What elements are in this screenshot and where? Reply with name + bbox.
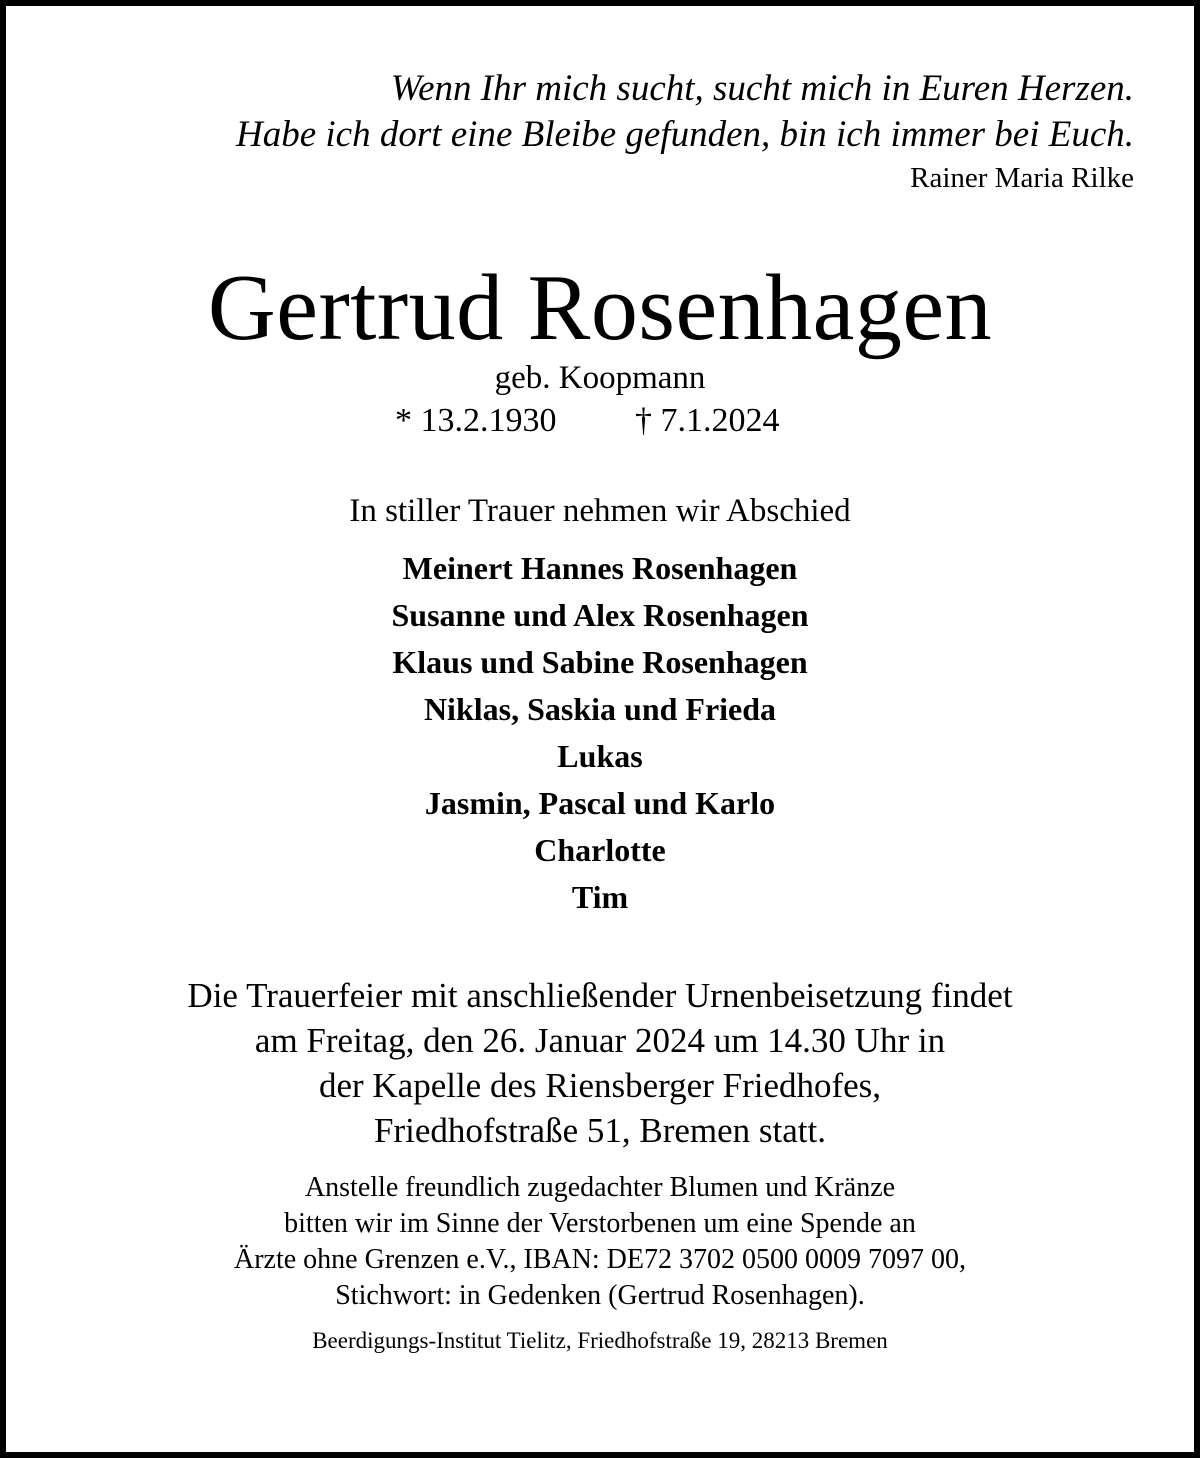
life-dates [0, 399, 1200, 443]
mourner-item: Lukas [557, 738, 643, 774]
donation-notice [0, 1170, 1200, 1314]
donation-line: bitten wir im Sinne der Verstorbenen um eine Spende an [284, 1208, 916, 1239]
mourner-item: Klaus und Sabine Rosenhagen [392, 644, 808, 680]
ceremony-notice [0, 973, 1200, 1153]
donation-line: Anstelle freundlich zugedachter Blumen und Kränze [304, 1172, 896, 1203]
mourner-item: Susanne und Alex Rosenhagen [391, 597, 809, 633]
mourners-list [0, 545, 1200, 921]
donation-line: Ärzte ohne Grenzen e.V., IBAN: DE72 3702 0500 0009 7097 00, [233, 1244, 967, 1275]
death-date: † 7.1.2024 [635, 402, 780, 439]
maiden-name: geb. Koopmann [494, 360, 706, 396]
ceremony-line: Die Trauerfeier mit anschließender Urnenbeisetzung findet [187, 976, 1013, 1015]
ceremony-line: am Freitag, den 26. Januar 2024 um 14.30 Uhr in [254, 1021, 946, 1060]
mourner-item: Jasmin, Pascal und Karlo [424, 785, 776, 821]
mourner-item: Tim [571, 879, 629, 915]
rilke-quote [236, 66, 1134, 158]
donation-line: Stichwort: in Gedenken (Gertrud Rosenhagen). [335, 1280, 865, 1311]
ceremony-line: Friedhofstraße 51, Bremen statt. [374, 1111, 826, 1150]
undertaker-line: Beerdigungs-Institut Tielitz, Friedhofstraße 19, 28213 Bremen [312, 1328, 888, 1353]
deceased-name: Gertrud Rosenhagen [207, 256, 993, 360]
farewell-line: In stiller Trauer nehmen wir Abschied [349, 493, 851, 529]
quote-line-2: Habe ich dort eine Bleibe gefunden, bin ich immer bei Euch. [235, 114, 1134, 155]
mourner-item: Niklas, Saskia und Frieda [423, 691, 777, 727]
quote-author: Rainer Maria Rilke [910, 162, 1134, 194]
birth-date: * 13.2.1930 [395, 402, 557, 439]
mourner-item: Meinert Hannes Rosenhagen [402, 550, 798, 586]
ceremony-line: der Kapelle des Riensberger Friedhofes, [318, 1066, 882, 1105]
quote-line-1: Wenn Ihr mich sucht, sucht mich in Euren Herzen. [390, 68, 1134, 109]
mourner-item: Charlotte [534, 832, 666, 868]
